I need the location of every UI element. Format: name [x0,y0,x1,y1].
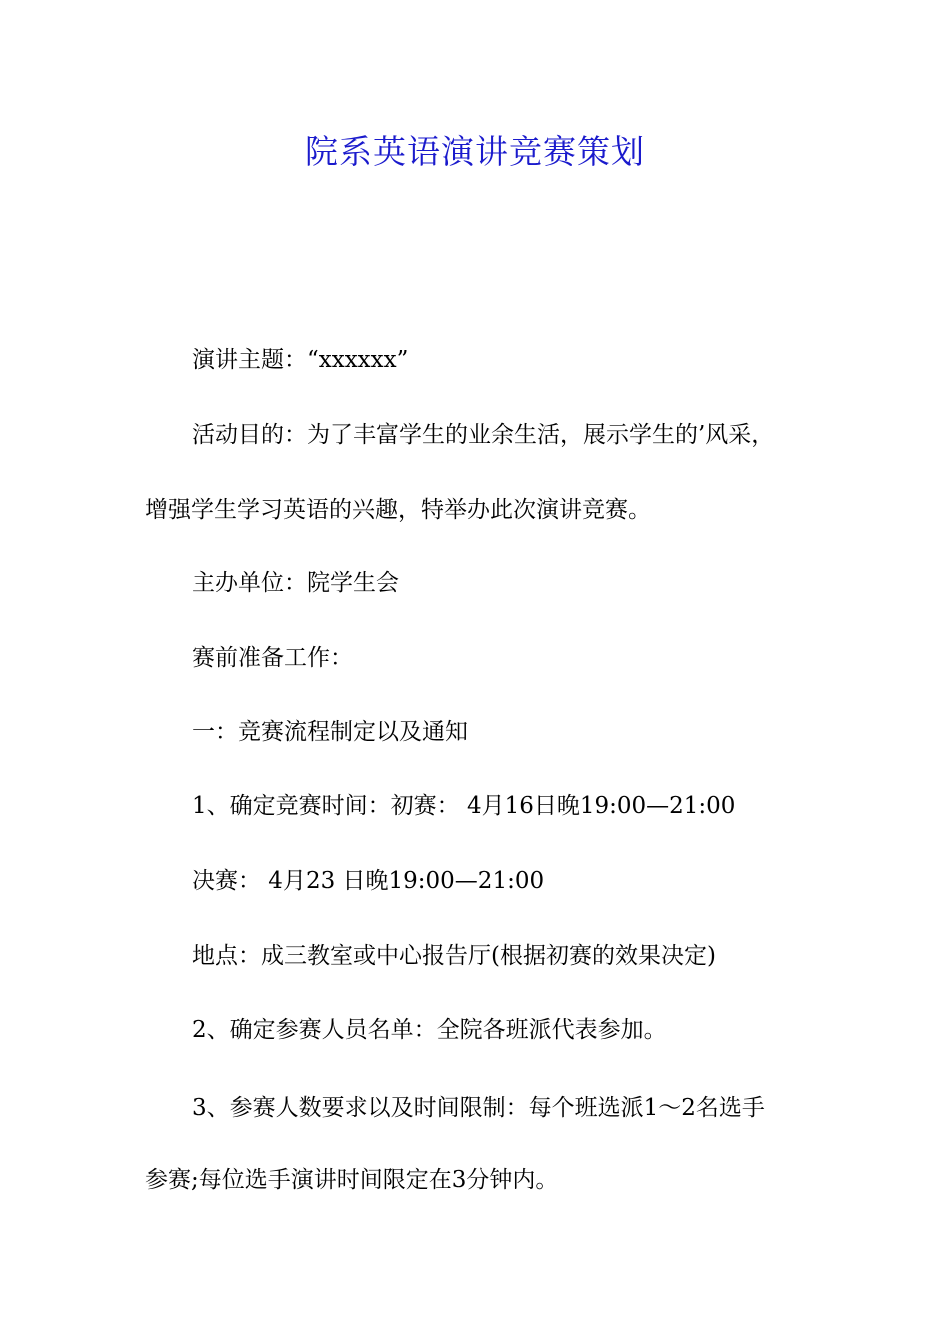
paragraph-requirements: 3、参赛人数要求以及时间限制：每个班选派1～2名选手 [192,1095,765,1121]
paragraph-preparation: 赛前准备工作： [192,645,353,671]
document-title: 院系英语演讲竞赛策划 [305,132,645,171]
paragraph-theme: 演讲主题：“xxxxxx” [192,347,409,373]
paragraph-time: 1、确定竞赛时间：初赛： 4月16日晚19:00—21:00 [192,793,736,819]
paragraph-location: 地点：成三教室或中心报告厅(根据初赛的效果决定) [192,943,716,969]
paragraph-organizer: 主办单位：院学生会 [192,570,399,596]
paragraph-final: 决赛： 4月23 日晚19:00—21:00 [192,868,545,894]
paragraph-purpose: 活动目的：为了丰富学生的业余生活，展示学生的’风采， [192,422,775,448]
section-heading-one: 一：竞赛流程制定以及通知 [192,719,468,745]
paragraph-participants: 2、确定参赛人员名单：全院各班派代表参加。 [192,1017,667,1043]
paragraph-purpose-cont: 增强学生学习英语的兴趣，特举办此次演讲竞赛。 [145,497,651,523]
paragraph-requirements-cont: 参赛;每位选手演讲时间限定在3分钟内。 [145,1167,559,1193]
